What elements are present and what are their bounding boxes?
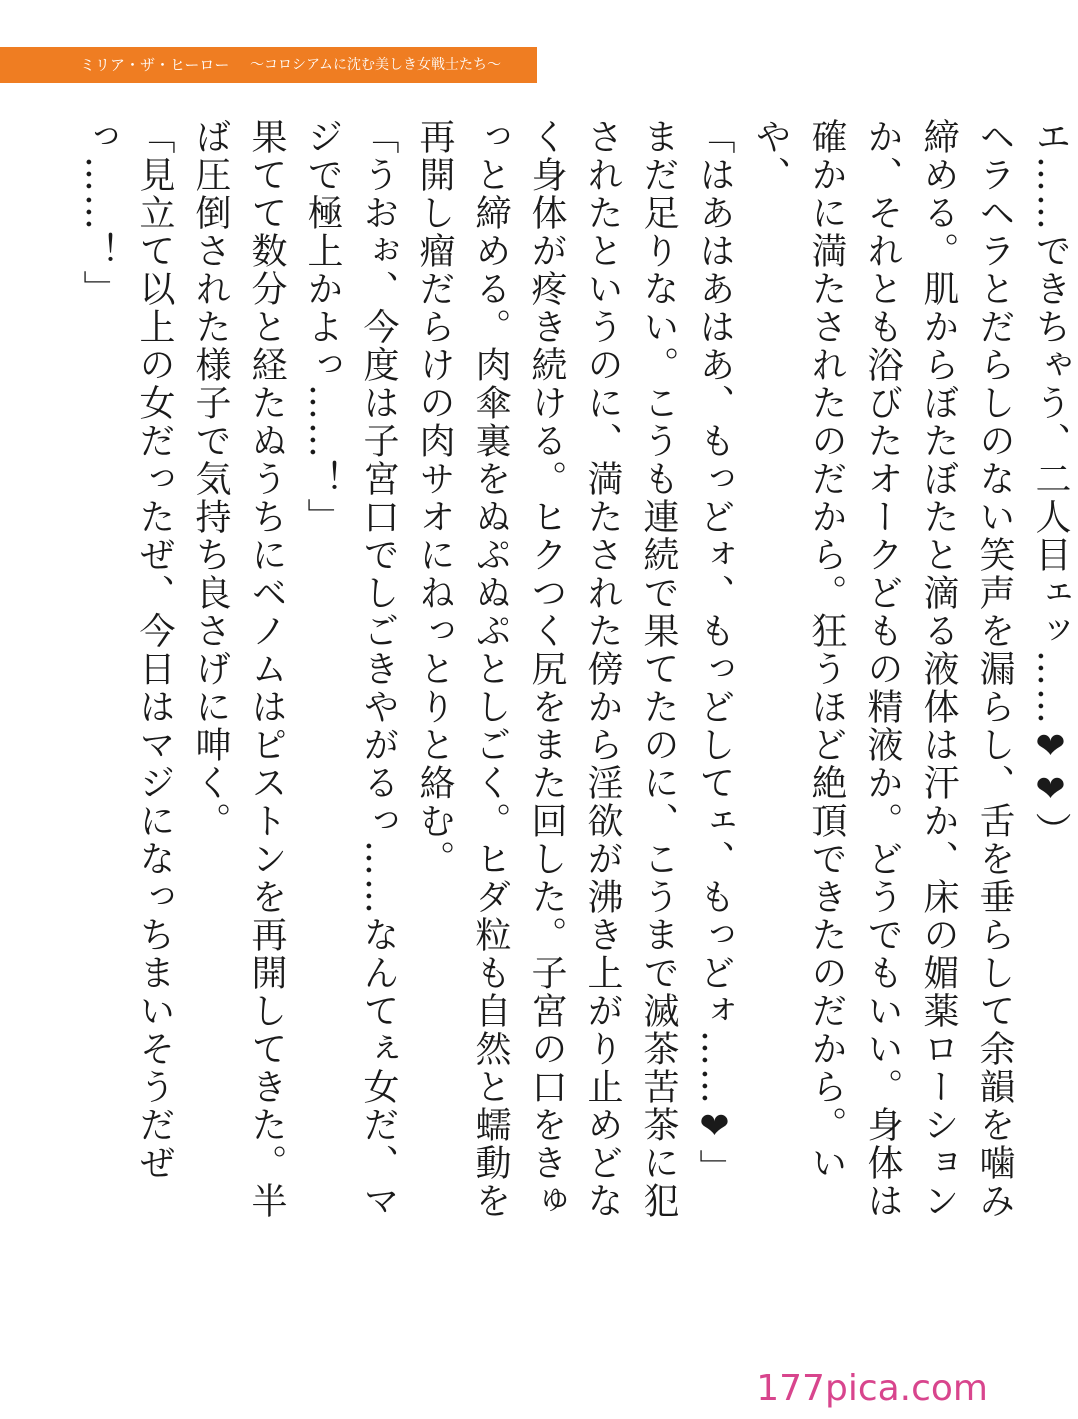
paragraph-7: 「見立て以上の女だったぜ、今日はマジになっちまいそうだぜっ……！」 — [78, 118, 175, 1182]
paragraph-3: 「はあはあはあ、もっどォ、もっどしてェ、もっどォ……❤」 — [694, 118, 735, 1187]
paragraph-5: 「うおぉ、今度は子宮口でしごきやがるっ……なんてぇ女だ、マジで極上かよっ……！」 — [302, 118, 399, 1220]
paragraph-1: エ……できちゃう、二人目ェッ……❤❤） — [1030, 118, 1071, 850]
body-text-area — [70, 118, 1071, 1238]
paragraph-2: ヘラヘラとだらしのない笑声を漏らし、舌を垂らして余韻を噛み締める。肌からぼたぼたと滴る液体は汗か、床の媚薬ローションか、それとも浴びたオークどもの精液か。どうでもいい。身体は確かに満たされたのだから。狂うほど絶頂できたのだから。いや、 — [750, 118, 1015, 1220]
paragraph-6: 果てて数分と経たぬうちにベノムはピストンを再開してきた。半ば圧倒された様子で気持ち良さげに呻く。 — [190, 118, 287, 1220]
book-subtitle: 〜コロシアムに沈む美しき女戦士たち〜 — [250, 57, 502, 73]
paragraph-4: まだ足りない。こうも連続で果てたのに、こうまで滅茶苦茶に犯されたというのに、満たされた傍から淫欲が沸き上がり止めどなく身体が疼き続ける。ヒクつく尻をまた回した。子宮の口をきゅっと締める。肉傘裏をぬぷぬぷとしごく。ヒダ粒も自然と蠕動を再開し瘤だらけの肉サオにねっとりと絡む。 — [414, 118, 679, 1220]
book-title: ミリア・ザ・ヒーロー — [80, 56, 230, 74]
vertical-body-text — [70, 118, 1078, 1238]
site-watermark: 177pica.com — [756, 1368, 988, 1409]
chapter-header-bar — [0, 47, 537, 83]
